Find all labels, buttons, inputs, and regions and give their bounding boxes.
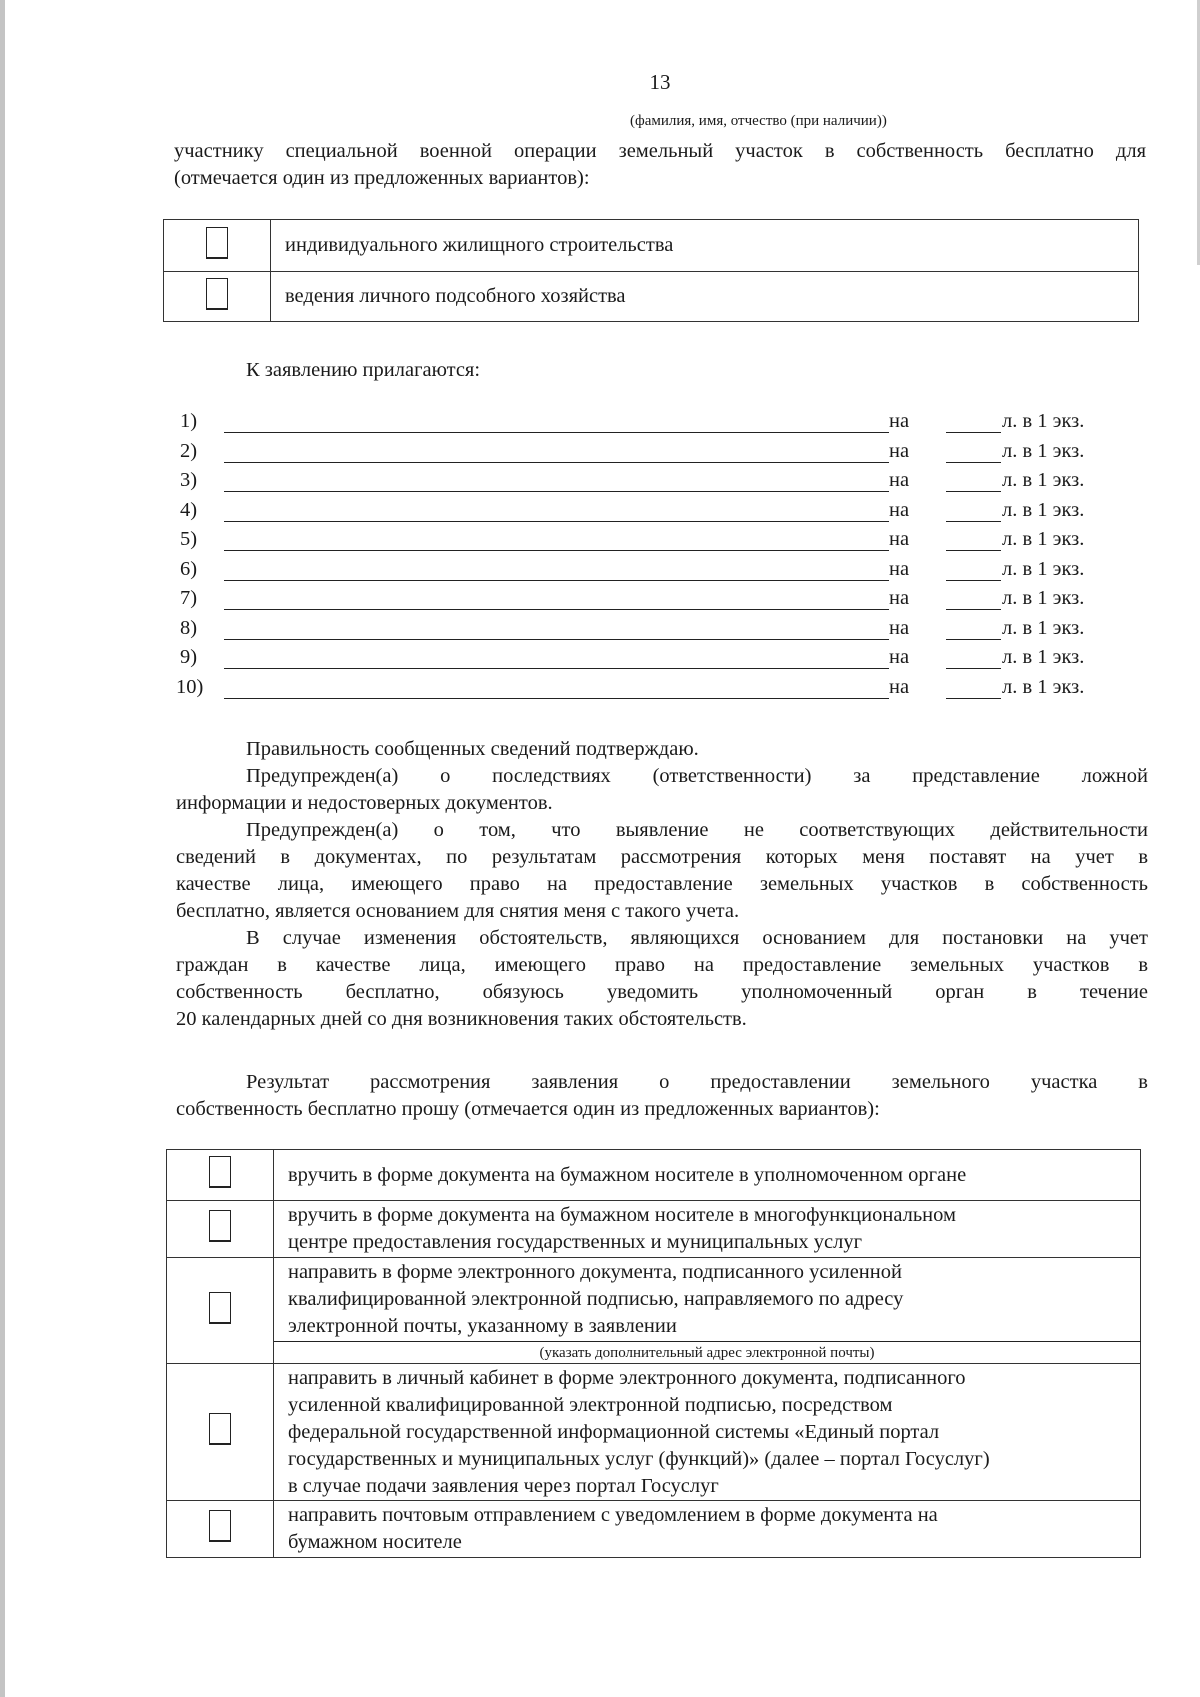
result-options-table xyxy=(166,1149,1141,1558)
checkbox-send-email[interactable] xyxy=(209,1292,231,1324)
checkbox-deliver-authority[interactable] xyxy=(209,1156,231,1188)
result-option-row xyxy=(167,1258,1141,1342)
attachment-name-field[interactable] xyxy=(224,528,889,554)
result-option-label: центре предоставления государственных и муниципальных услуг xyxy=(288,1231,863,1253)
attachment-row: 5) на л. в 1 экз. xyxy=(176,528,1126,558)
attachment-name-field[interactable] xyxy=(224,499,889,525)
attachment-number: 5) xyxy=(180,528,198,550)
declaration-warning-2-line-4: бесплатно, является основанием для снятия меня с такого учета. xyxy=(176,900,740,922)
result-intro-line-2: собственность бесплатно прошу (отмечается один из предложенных вариантов): xyxy=(176,1098,880,1120)
intro-line-1: участнику специальной военной операции земельный участок в собственность бесплатно для xyxy=(174,140,1146,162)
email-caption-row xyxy=(167,1342,1141,1364)
declaration-warning-2-line-3: качестве лица, имеющего право на предоставление земельных участков в собственность xyxy=(176,873,1148,895)
result-option-label: в случае подачи заявления через портал Госуслуг xyxy=(288,1474,719,1497)
declarations xyxy=(176,736,1148,1033)
attachment-row: 4) на л. в 1 экз. xyxy=(176,499,1126,529)
attachment-number: 7) xyxy=(180,587,198,609)
declaration-obligation-line-2: граждан в качестве лица, имеющего право на предоставление земельных участков в xyxy=(176,954,1148,976)
result-option-row xyxy=(167,1364,1141,1501)
attachment-number: 4) xyxy=(180,498,198,521)
declaration-obligation-line-4: 20 календарных дней со дня возникновения таких обстоятельств. xyxy=(176,1008,747,1030)
checkbox-post[interactable] xyxy=(209,1510,231,1542)
result-option-label: государственных и муниципальных услуг (функций)» (далее – портал Госуслуг) xyxy=(288,1447,990,1470)
additional-email-caption: (указать дополнительный адрес электронной почты) xyxy=(539,1344,875,1361)
attachment-name-field[interactable] xyxy=(224,558,889,584)
attachment-number: 10) xyxy=(176,675,204,698)
attachment-row: 6) на л. в 1 экз. xyxy=(176,558,1126,588)
attachment-pages-field[interactable] xyxy=(946,440,1001,466)
result-option-row xyxy=(167,1501,1141,1558)
attachment-pages-field[interactable] xyxy=(946,410,1001,436)
result-option-label: направить в личный кабинет в форме электронного документа, подписанного xyxy=(288,1366,966,1389)
attachment-number: 6) xyxy=(180,557,198,580)
attachment-row: 8) на л. в 1 экз. xyxy=(176,617,1126,647)
attachment-row: 7) на л. в 1 экз. xyxy=(176,587,1126,617)
attachments-list xyxy=(176,410,1126,705)
result-option-row xyxy=(167,1201,1141,1258)
additional-email-field[interactable] xyxy=(274,1342,1141,1364)
attachment-pages-field[interactable] xyxy=(946,469,1001,495)
attachment-pages-field[interactable] xyxy=(946,646,1001,672)
declaration-warning-1-line-1: Предупрежден(а) о последствиях (ответственности) за представление ложной xyxy=(246,765,1148,787)
intro-text xyxy=(174,138,1146,192)
result-intro-line-1: Результат рассмотрения заявления о предоставлении земельного участка в xyxy=(246,1071,1148,1093)
scan-edge-left xyxy=(0,0,5,1697)
page-number: 13 xyxy=(649,70,671,94)
attachment-pages-field[interactable] xyxy=(946,528,1001,554)
attachment-name-field[interactable] xyxy=(224,676,889,702)
attachment-name-field[interactable] xyxy=(224,646,889,672)
result-option-row xyxy=(167,1150,1141,1201)
attachment-row: 10) на л. в 1 экз. xyxy=(176,676,1126,706)
attachment-row: 3) на л. в 1 экз. xyxy=(176,469,1126,499)
attachment-number: 9) xyxy=(180,646,198,668)
attachment-pages-field[interactable] xyxy=(946,617,1001,643)
attachment-number: 1) xyxy=(180,410,198,432)
checkbox-ijs[interactable] xyxy=(206,227,228,259)
declaration-warning-2-line-1: Предупрежден(а) о том, что выявление не соответствующих действительности xyxy=(246,819,1148,841)
result-option-label: усиленной квалифицированной электронной подписью, посредством xyxy=(288,1393,893,1416)
attachment-number: 2) xyxy=(180,439,198,462)
attachment-row: 2) на л. в 1 экз. xyxy=(176,440,1126,470)
attachment-number: 3) xyxy=(180,469,198,491)
declaration-confirm: Правильность сообщенных сведений подтверждаю. xyxy=(246,738,699,760)
purpose-option-label: индивидуального жилищного строительства xyxy=(271,220,1139,272)
declaration-warning-2-line-2: сведений в документах, по результатам рассмотрения которых меня поставят на учет в xyxy=(176,846,1148,868)
attachment-name-field[interactable] xyxy=(224,587,889,613)
purpose-options-table xyxy=(163,219,1139,322)
result-option-label: вручить в форме документа на бумажном носителе в многофункциональном xyxy=(288,1204,956,1226)
result-option-label: электронной почты, указанному в заявлении xyxy=(288,1315,677,1337)
result-option-label: федеральной государственной информационной системы «Единый портал xyxy=(288,1420,940,1443)
attachment-name-field[interactable] xyxy=(224,469,889,495)
declaration-obligation-line-1: В случае изменения обстоятельств, являющихся основанием для постановки на учет xyxy=(246,927,1148,949)
attachment-pages-field[interactable] xyxy=(946,587,1001,613)
result-option-label: квалифицированной электронной подписью, направляемого по адресу xyxy=(288,1288,904,1310)
result-option-label: направить в форме электронного документа, подписанного усиленной xyxy=(288,1261,902,1283)
attachment-pages-field[interactable] xyxy=(946,499,1001,525)
checkbox-lph[interactable] xyxy=(206,278,228,310)
checkbox-deliver-mfc[interactable] xyxy=(209,1210,231,1242)
attachment-pages-field[interactable] xyxy=(946,676,1001,702)
purpose-option-label: ведения личного подсобного хозяйства xyxy=(271,272,1139,322)
attachment-row: 1) на л. в 1 экз. xyxy=(176,410,1126,440)
purpose-option-row xyxy=(164,220,1139,272)
result-option-label: направить почтовым отправлением с уведомлением в форме документа на xyxy=(288,1504,938,1526)
attachment-name-field[interactable] xyxy=(224,410,889,436)
fio-caption: (фамилия, имя, отчество (при наличии)) xyxy=(630,113,887,129)
attachment-row: 9) на л. в 1 экз. xyxy=(176,646,1126,676)
attachment-name-field[interactable] xyxy=(224,440,889,466)
attachments-heading: К заявлению прилагаются: xyxy=(246,359,481,381)
declaration-warning-1-line-2: информации и недостоверных документов. xyxy=(176,792,553,814)
purpose-option-row xyxy=(164,272,1139,322)
attachment-number: 8) xyxy=(180,616,198,639)
intro-line-2: (отмечается один из предложенных вариантов): xyxy=(174,167,590,189)
attachment-name-field[interactable] xyxy=(224,617,889,643)
result-option-label: вручить в форме документа на бумажном носителе в уполномоченном органе xyxy=(288,1163,967,1186)
attachment-pages-field[interactable] xyxy=(946,558,1001,584)
checkbox-gosuslugi[interactable] xyxy=(209,1413,231,1445)
declaration-obligation-line-3: собственность бесплатно, обязуюсь уведомить уполномоченный орган в течение xyxy=(176,981,1148,1003)
result-option-label: бумажном носителе xyxy=(288,1531,462,1553)
result-intro xyxy=(176,1069,1148,1123)
